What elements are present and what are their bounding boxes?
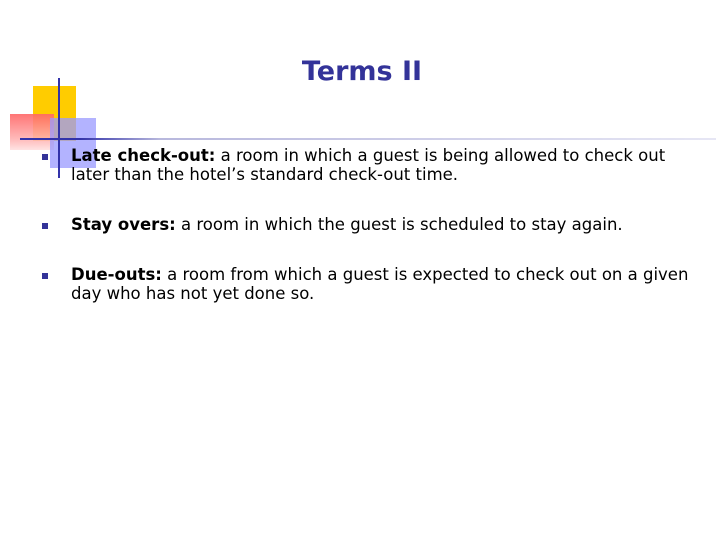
term-definition: a room in which the guest is scheduled to stay again. bbox=[175, 215, 623, 234]
term-label: Due-outs: bbox=[71, 265, 162, 284]
square-bullet-icon bbox=[42, 223, 48, 229]
square-bullet-icon bbox=[42, 273, 48, 279]
term-label: Late check-out: bbox=[71, 146, 216, 165]
list-item-due-outs bbox=[38, 265, 708, 303]
list-item-stay-overs bbox=[38, 215, 708, 234]
list-item-late-check-out bbox=[38, 146, 708, 184]
slide-title-text: Terms II bbox=[301, 56, 423, 87]
slide-title bbox=[0, 56, 720, 87]
term-definition: a room from which a guest is expected to check out on a given day who has not yet done so. bbox=[71, 265, 689, 303]
term-definition: a room in which a guest is being allowed to check out later than the hotel’s standard check-out time. bbox=[71, 146, 666, 184]
square-bullet-icon bbox=[42, 154, 48, 160]
decorative-pink-square bbox=[10, 114, 54, 150]
bullet-list bbox=[38, 146, 708, 334]
term-label: Stay overs: bbox=[71, 215, 176, 234]
decorative-horizontal-line bbox=[20, 138, 716, 140]
